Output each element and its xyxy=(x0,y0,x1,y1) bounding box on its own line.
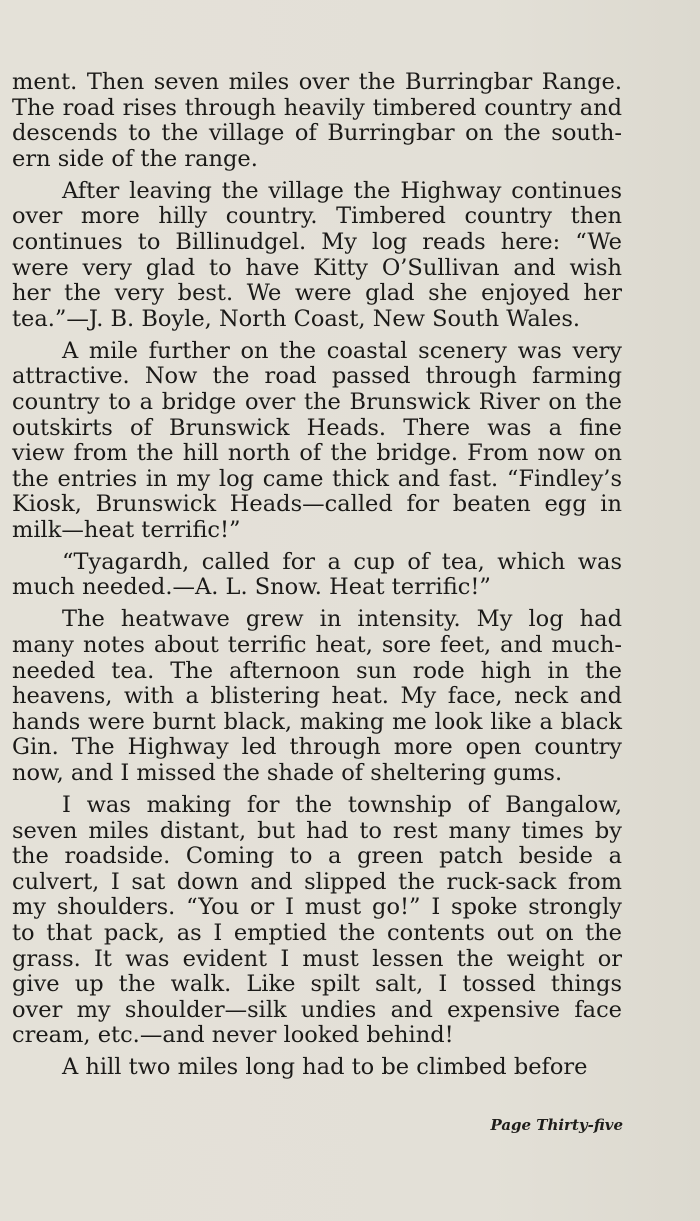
text-line: Gin. The Highway led through more open country xyxy=(12,734,622,761)
text-line: descends to the village of Burringbar on the south- xyxy=(12,120,622,147)
paragraph xyxy=(12,550,622,601)
text-line: over my shoulder—silk undies and expensive face xyxy=(12,996,622,1023)
page-number: Page Thirty-five xyxy=(490,1116,623,1134)
text-line: were very glad to have Kitty O’Sullivan and wish xyxy=(12,254,622,281)
text-line: milk—heat terrific!” xyxy=(12,516,241,543)
paragraph xyxy=(12,70,622,172)
text-line: grass. It was evident I must lessen the weight or xyxy=(12,945,622,972)
text-line: After leaving the village the Highway continues xyxy=(62,177,622,204)
text-line: A mile further on the coastal scenery was very xyxy=(62,337,622,364)
text-line: culvert, I sat down and slipped the ruck-sack from xyxy=(12,868,622,895)
text-line: hands were burnt black, making me look like a black xyxy=(12,708,622,735)
text-line: view from the hill north of the bridge. From now on xyxy=(12,440,622,467)
text-line: the roadside. Coming to a green patch beside a xyxy=(12,843,622,870)
text-line: needed tea. The afternoon sun rode high in the xyxy=(12,657,622,684)
text-line: over more hilly country. Timbered country then xyxy=(12,203,622,230)
text-line: “Tyagardh, called for a cup of tea, which was xyxy=(62,548,622,575)
paragraph xyxy=(12,339,622,544)
text-line: attractive. Now the road passed through farming xyxy=(12,363,622,390)
paragraph xyxy=(12,793,622,1049)
text-line: ern side of the range. xyxy=(12,145,258,172)
paragraph xyxy=(12,179,622,333)
paragraph xyxy=(12,607,622,786)
text-line: seven miles distant, but had to rest many times by xyxy=(12,817,622,844)
text-line: now, and I missed the shade of sheltering gums. xyxy=(12,760,563,786)
text-line: heavens, with a blistering heat. My face, neck and xyxy=(12,683,622,710)
text-line: country to a bridge over the Brunswick River on the xyxy=(12,388,622,415)
paragraph xyxy=(12,1055,622,1081)
text-line: cream, etc.—and never looked behind! xyxy=(12,1022,454,1049)
body-text xyxy=(12,70,622,1087)
text-line: ment. Then seven miles over the Burringbar Range. xyxy=(12,69,622,95)
text-line: A hill two miles long had to be climbed before xyxy=(62,1054,588,1081)
text-line: outskirts of Brunswick Heads. There was a fine xyxy=(12,414,622,441)
text-line: The heatwave grew in intensity. My log had xyxy=(62,606,622,633)
text-line: continues to Billinudgel. My log reads here: “We xyxy=(12,228,622,255)
text-line: the entries in my log came thick and fast. “Findley’s xyxy=(12,465,622,492)
text-line: The road rises through heavily timbered country and xyxy=(12,94,622,121)
text-line: to that pack, as I emptied the contents out on the xyxy=(12,919,622,946)
text-line: I was making for the township of Bangalow, xyxy=(62,791,622,818)
text-line: many notes about terrific heat, sore feet, and much- xyxy=(12,632,622,659)
text-line: much needed.—A. L. Snow. Heat terrific!” xyxy=(12,574,491,601)
text-line: give up the walk. Like spilt salt, I tossed things xyxy=(12,971,622,998)
text-line: my shoulders. “You or I must go!” I spoke strongly xyxy=(12,894,622,921)
text-line: Kiosk, Brunswick Heads—called for beaten egg in xyxy=(12,491,622,518)
text-line: her the very best. We were glad she enjoyed her xyxy=(12,280,622,307)
text-line: tea.”—J. B. Boyle, North Coast, New South Wales. xyxy=(12,305,581,332)
